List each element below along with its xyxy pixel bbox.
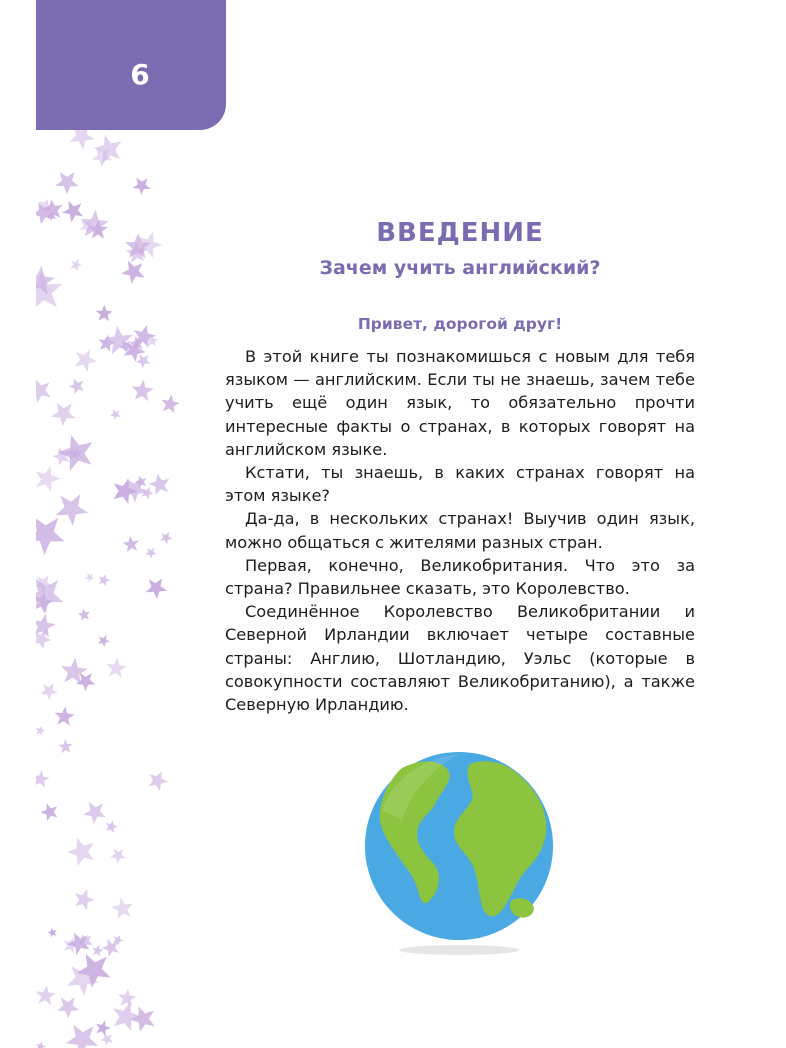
star-icon — [48, 928, 57, 938]
star-icon — [92, 945, 103, 957]
star-icon — [132, 178, 150, 196]
star-icon — [83, 802, 106, 824]
star-icon — [36, 1042, 46, 1048]
star-icon — [62, 201, 83, 222]
star-icon — [160, 532, 173, 544]
star-icon — [110, 848, 126, 863]
star-icon — [36, 517, 65, 555]
star-icon — [75, 889, 95, 910]
chapter-subtitle: Зачем учить английский? — [319, 257, 601, 279]
paragraph: В этой книге ты познакомишься с новым для тебя языком — английским. Если ты не знаешь, зачем тебе учить ещё один язык, то обязательно прочти интересные факты о странах, в которых говорят на английском языке. — [225, 347, 695, 459]
star-icon — [40, 803, 57, 821]
star-icon — [132, 380, 154, 402]
star-icon — [161, 395, 180, 414]
star-icon — [145, 548, 156, 559]
star-icon — [121, 261, 144, 284]
star-icon — [57, 997, 79, 1018]
star-icon — [118, 989, 136, 1007]
star-icon — [104, 326, 133, 355]
body-text — [225, 345, 695, 716]
page-number: 6 — [130, 58, 150, 91]
star-icon — [69, 378, 84, 394]
star-icon — [36, 379, 51, 403]
star-icon — [36, 985, 56, 1005]
star-icon — [96, 305, 113, 321]
star-icon — [98, 635, 110, 647]
star-icon — [55, 706, 75, 725]
star-icon — [51, 403, 76, 427]
star-icon — [85, 573, 95, 582]
star-icon — [107, 658, 127, 678]
star-icon — [67, 838, 94, 866]
star-icon — [36, 726, 46, 736]
paragraph: Первая, конечно, Великобритания. Что это за страна? Правильнее сказать, это Королевство. — [225, 555, 695, 599]
chapter-title: ВВЕДЕНИЕ — [376, 218, 544, 248]
star-icon — [106, 820, 118, 833]
greeting: Привет, дорогой друг! — [357, 315, 563, 333]
globe-shadow — [399, 945, 519, 955]
star-icon — [149, 771, 169, 791]
paragraph: Кстати, ты знаешь, в каких странах говорят на этом языке? — [225, 463, 695, 506]
star-icon — [56, 494, 88, 526]
star-icon — [40, 683, 57, 700]
star-icon — [111, 898, 133, 920]
star-icon — [146, 578, 167, 599]
star-icon — [113, 1002, 141, 1031]
star-icon — [75, 349, 97, 372]
paragraph: Соединённое Королевство Великобритании и Северной Ирландии включает четыре составные страны: Англию, Шотландию, Уэльс (которые в совокупности составляют Великобританию), а также Северную Ирландию. — [225, 602, 695, 715]
star-icon — [58, 739, 72, 753]
star-icon — [55, 172, 79, 195]
star-icon — [70, 259, 82, 272]
star-decoration — [36, 130, 201, 1048]
star-icon — [78, 608, 91, 621]
star-icon — [66, 1025, 99, 1048]
star-icon — [99, 574, 111, 586]
star-icon — [70, 130, 95, 150]
star-icon — [100, 1033, 113, 1046]
star-icon — [123, 536, 139, 552]
paragraph: Да-да, в нескольких странах! Выучив один язык, можно общаться с жителями разных стран. — [225, 509, 695, 552]
globe-icon — [362, 750, 556, 962]
star-icon — [110, 409, 121, 420]
star-icon — [36, 614, 56, 638]
star-icon — [136, 354, 150, 368]
star-icon — [36, 770, 50, 787]
star-icon — [36, 466, 60, 492]
star-icon — [149, 474, 170, 495]
star-icon — [57, 435, 92, 471]
star-icon — [96, 1020, 111, 1036]
